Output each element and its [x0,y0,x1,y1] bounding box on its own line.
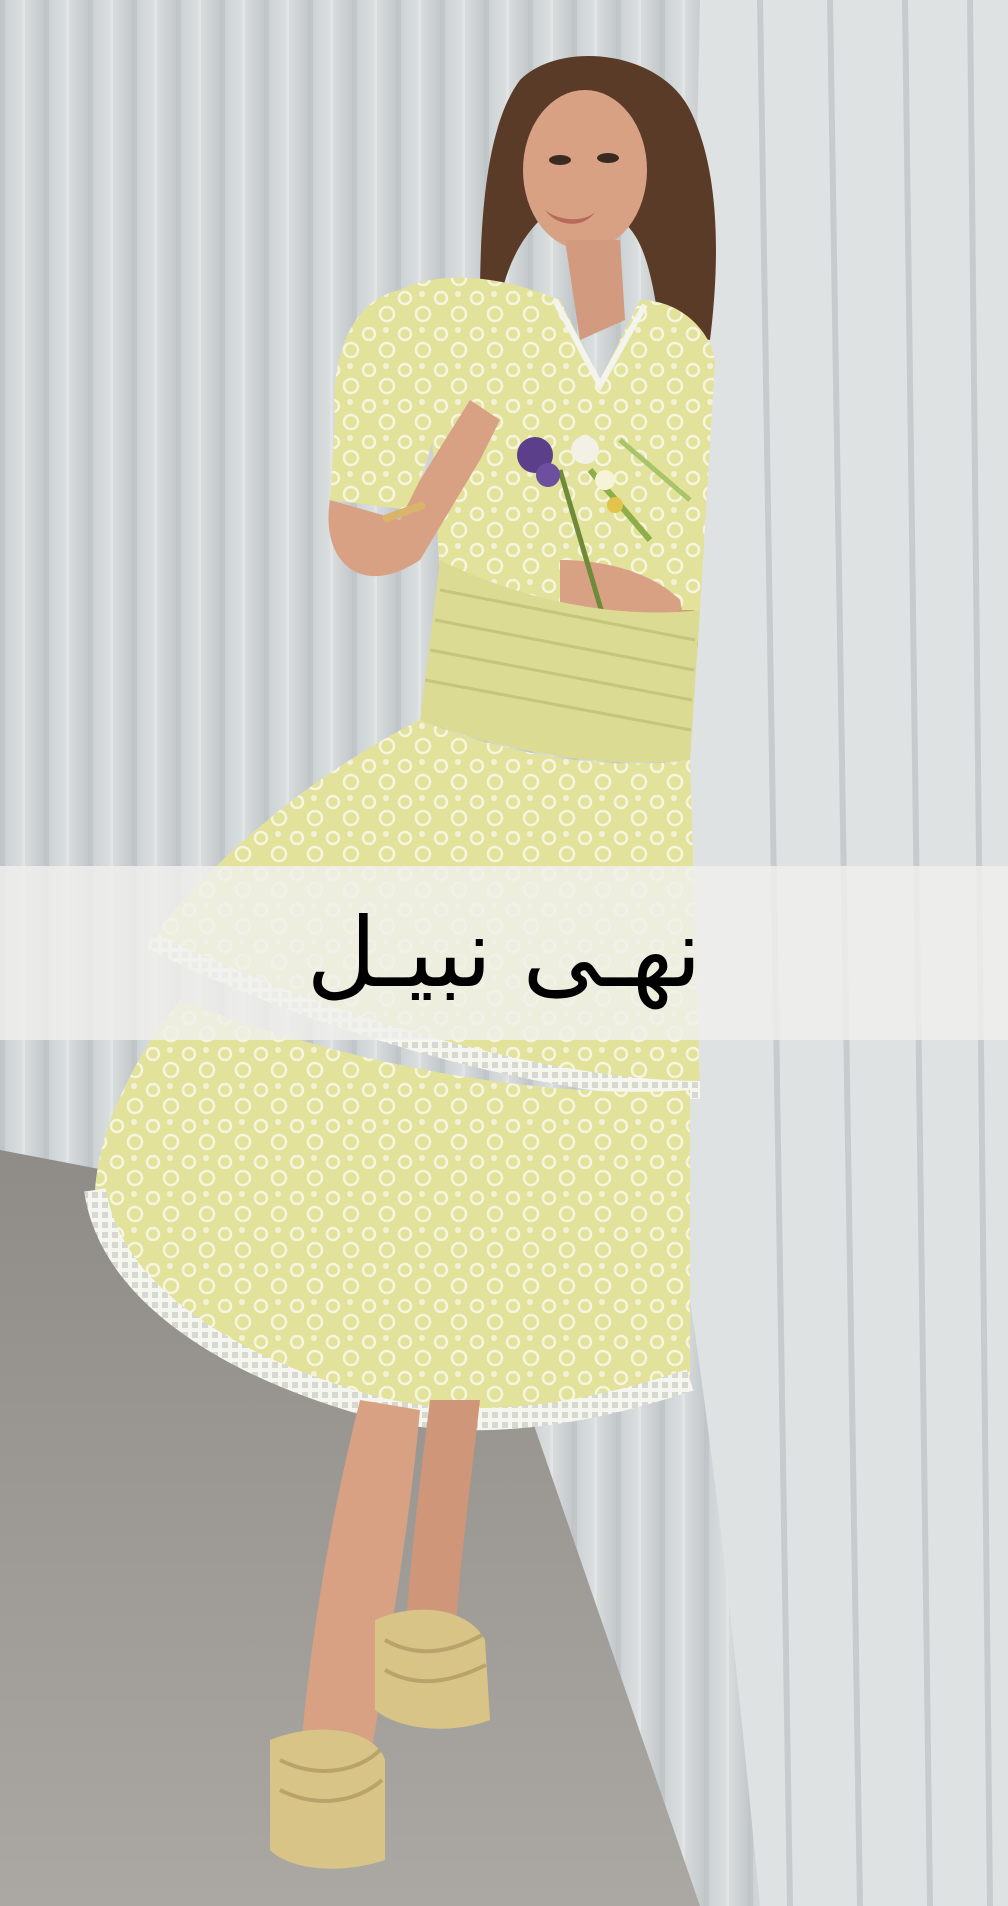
face [523,90,647,250]
caption-name: نهـى نبيـل [306,897,702,1009]
caption-band [0,866,1008,1040]
right-eye [597,153,619,163]
left-eye [549,155,571,165]
